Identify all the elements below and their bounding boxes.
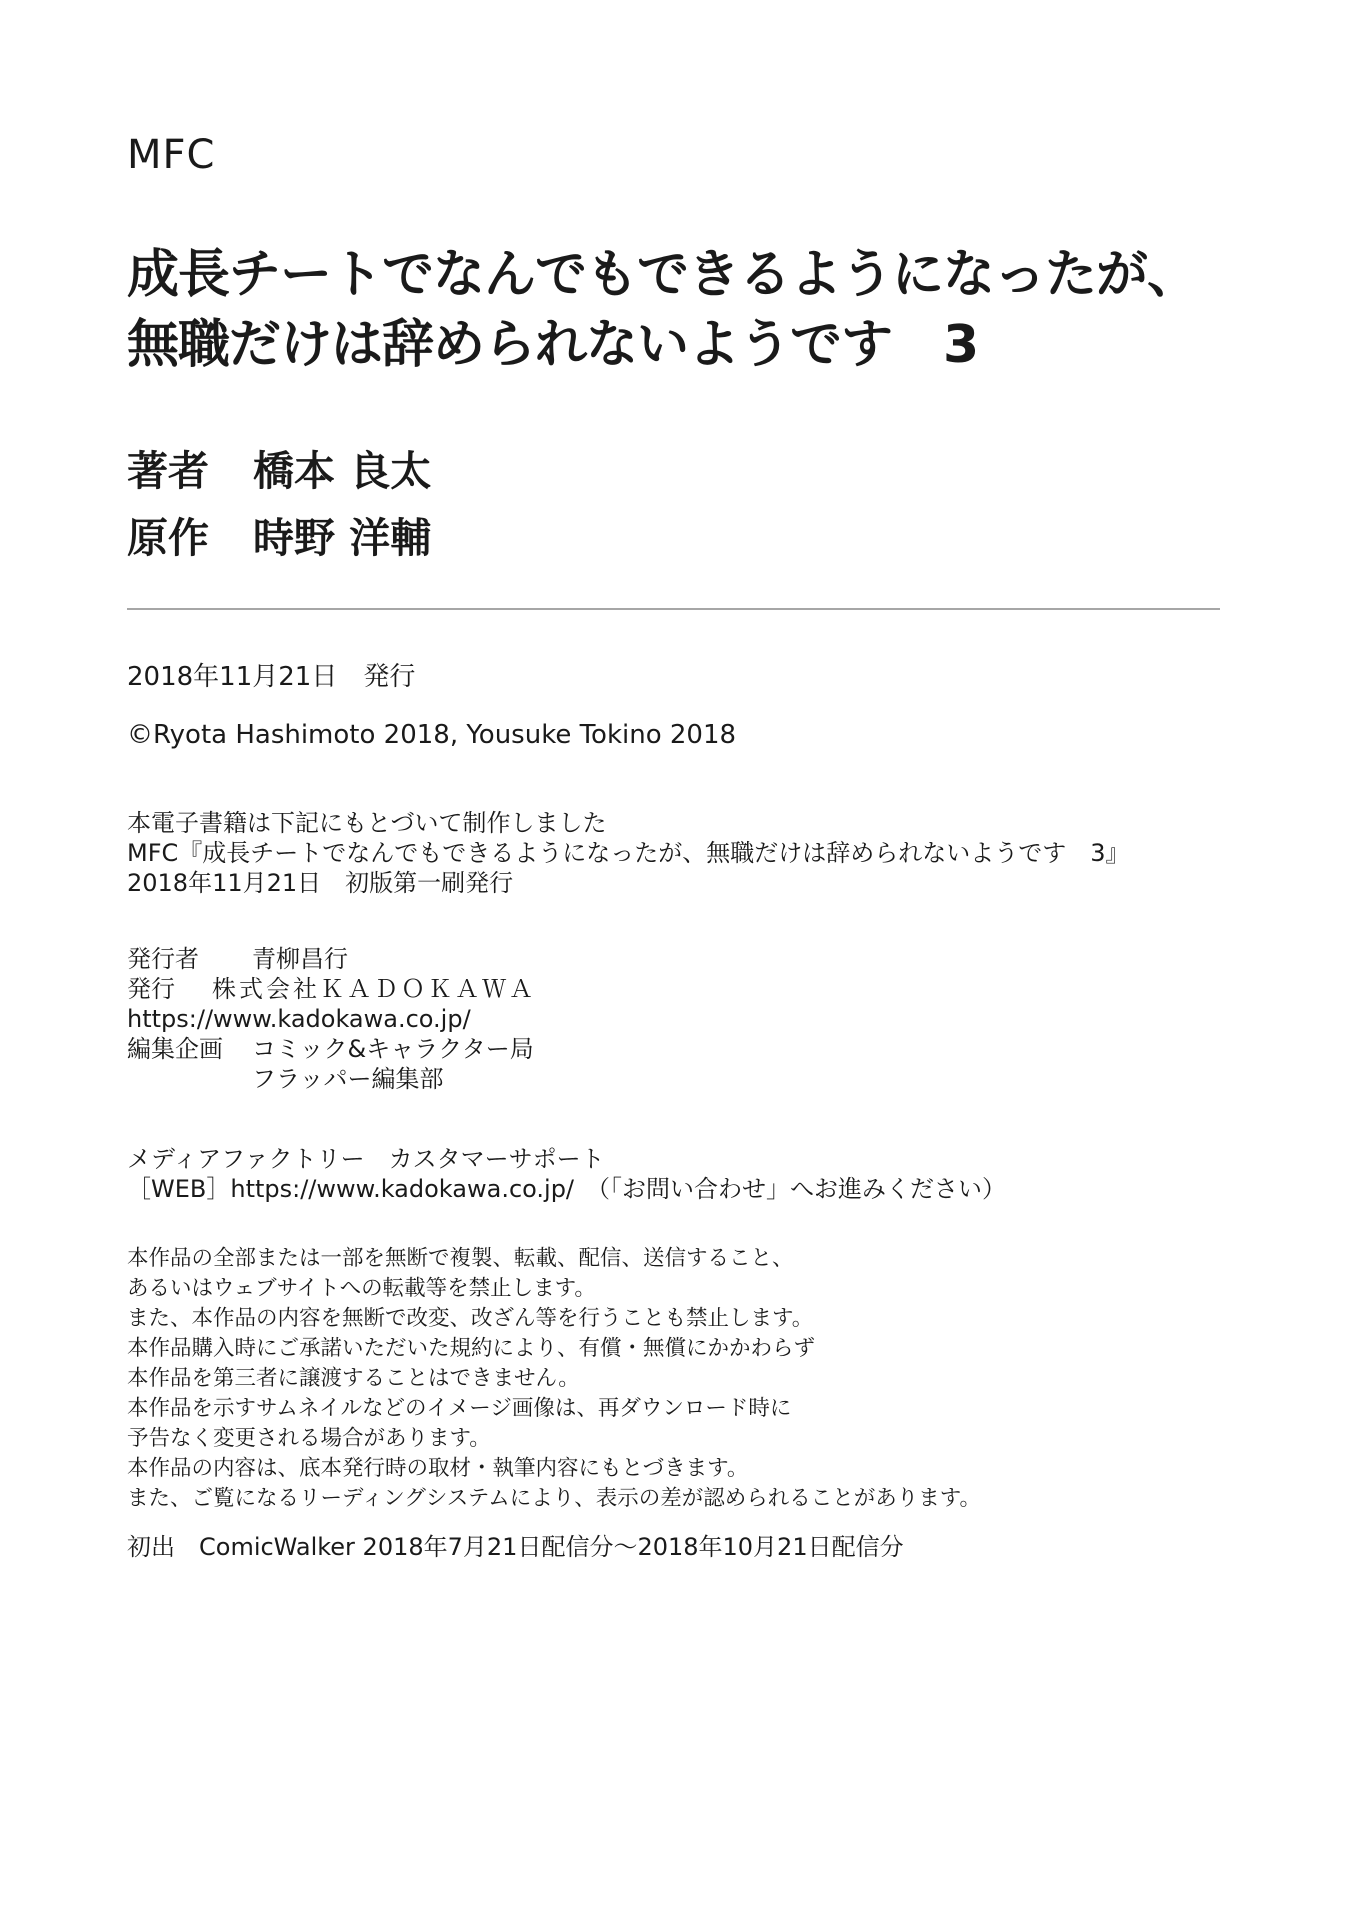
book-title-line-2: 無職だけは辞められないようです 3 [127,315,979,375]
notice-line: 本作品を示すサムネイルなどのイメージ画像は、再ダウンロード時に [127,1396,792,1421]
notice-line: 本作品の内容は、底本発行時の取材・執筆内容にもとづきます。 [127,1456,749,1481]
publisher-block [127,944,536,1094]
credit-author [127,438,431,497]
book-title-line-1: 成長チートでなんでもできるようになったが、 [127,245,1199,305]
notice-line: 本作品の全部または一部を無断で複製、転載、配信、送信すること、 [127,1246,794,1271]
issuer-name: 株式会社ＫＡＤＯＫＡＷＡ [212,975,536,1003]
first-appearance: 初出 ComicWalker 2018年7月21日配信分～2018年10月21日配信分 [127,1533,904,1561]
planning-dept: フラッパー編集部 [252,1065,444,1093]
publisher-label: 発行者 [127,945,199,973]
planning-row [127,1034,536,1064]
ebook-source-block [127,808,1130,898]
credit-role: 原作 [127,514,209,562]
planning-label: 編集企画 [127,1035,223,1063]
ebook-source-line: 本電子書籍は下記にもとづいて制作しました [127,809,607,837]
notice-line: 本作品購入時にご承諾いただいた規約により、有償・無償にかかわらず [127,1336,816,1361]
notice-line: また、ご覧になるリーディングシステムにより、表示の差が認められることがあります。 [127,1486,981,1511]
notice-line: 本作品を第三者に譲渡することはできません。 [127,1366,580,1391]
notices-block [127,1244,981,1514]
imprint-label: MFC [127,132,216,178]
ebook-source-line: 2018年11月21日 初版第一刷発行 [127,869,514,897]
credit-name: 時野 洋輔 [253,514,432,562]
notice-line: あるいはウェブサイトへの転載等を禁止します。 [127,1276,596,1301]
notice-line: 予告なく変更される場合があります。 [127,1426,491,1451]
publisher-row [127,944,536,974]
support-line: メディアファクトリー カスタマーサポート [127,1145,605,1173]
support-block [127,1144,1006,1204]
publisher-name: 青柳昌行 [252,945,348,973]
publisher-url: https://www.kadokawa.co.jp/ [127,1005,471,1033]
publication-date: 2018年11月21日 発行 [127,662,416,692]
credit-role: 著者 [127,447,209,495]
credit-name: 橋本 良太 [253,447,432,495]
ebook-source-line: MFC『成長チートでなんでもできるようになったが、無職だけは辞められないようです 3』 [127,839,1130,867]
issuer-label: 発行 [127,975,175,1003]
issuer-row [127,974,536,1004]
planning-row-2 [127,1064,536,1094]
divider [127,608,1220,610]
support-line: ［WEB］https://www.kadokawa.co.jp/ （「お問い合わせ」へお進みください） [127,1175,1007,1203]
planning-dept: コミック&キャラクター局 [252,1035,534,1063]
credit-original-work [127,505,431,564]
notice-line: また、本作品の内容を無断で改変、改ざん等を行うことも禁止します。 [127,1306,814,1331]
copyright-notice: ©Ryota Hashimoto 2018, Yousuke Tokino 2018 [127,720,737,750]
